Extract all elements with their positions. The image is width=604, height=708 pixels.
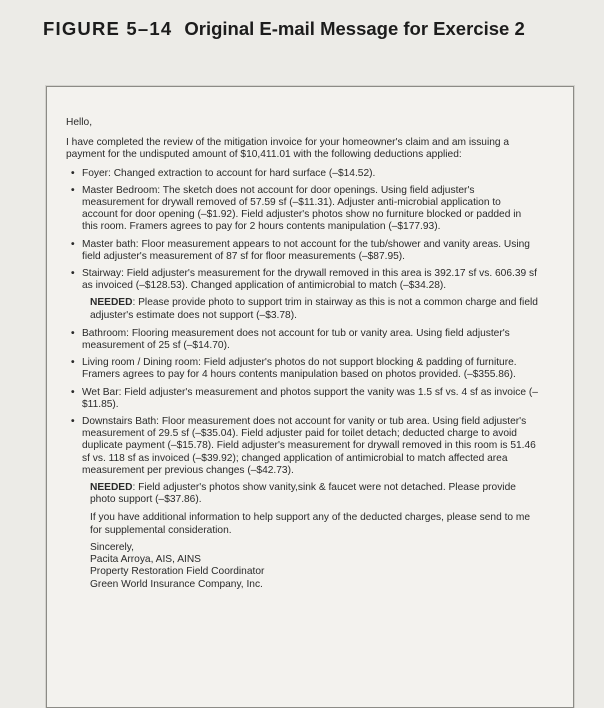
bullet-icon: • — [71, 327, 75, 339]
needed-note-downstairs-bath — [66, 482, 538, 506]
needed-text: : Please provide photo to support trim in stairway as this is not a common charge and field adjuster's estimate does not support (–$3.78). — [90, 297, 538, 321]
bullet-icon: • — [71, 238, 75, 250]
needed-label: NEEDED — [90, 297, 133, 309]
sender-title: Property Restoration Field Coordinator — [90, 566, 265, 578]
deduction-item-master-bath: • Master bath: Floor measurement appears to not account for the tub/shower and vanity areas. Using field adjuster's measurement of 87 sf for floor measurements (–$87.95). — [71, 238, 530, 262]
bullet-icon: • — [71, 357, 75, 369]
deduction-item-living-dining: • Living room / Dining room: Field adjuster's photos do not support blocking & padding of furniture. Framers agrees to pay for 4 hours contents manipulation based on photos provided. (–$355.86). — [71, 357, 517, 381]
deduction-item-downstairs-bath: • Downstairs Bath: Floor measurement does not account for vanity or tub area. Using field adjuster's measurement of 29.5 sf (–$35.04). Field adjuster paid for toilet detach; deducted charge to avoid duplicate payment (–$15.78). Field adjuster's measurement for drywall removed in this room is 51.46 sf vs. 118 sf as invoiced (–$39.92); changed application of antimicrobial to match affected area measurement per previous changes (–$42.73). — [71, 416, 536, 476]
email-body — [66, 117, 538, 591]
sender-company: Green World Insurance Company, Inc. — [90, 578, 263, 590]
bullet-icon: • — [71, 184, 75, 196]
bullet-icon: • — [71, 167, 75, 179]
deduction-item-stairway: • Stairway: Field adjuster's measurement for the drywall removed in this area is 392.17 sf vs. 606.39 sf as invoiced (–$128.53). Changed application of antimicrobial to match (–$34.28). — [71, 268, 537, 292]
bullet-icon: • — [71, 268, 75, 280]
needed-label: NEEDED — [90, 482, 133, 494]
needed-note-stairway — [66, 297, 538, 321]
needed-text: : Field adjuster's photos show vanity,sink & faucet were not detached. Please provide photo support (–$37.86). — [90, 482, 516, 506]
email-greeting: Hello, — [66, 117, 93, 128]
deduction-list — [66, 168, 538, 293]
deduction-item-master-bedroom: • Master Bedroom: The sketch does not account for door openings. Using field adjuster's measurement for drywall removed of 57.59 sf (–$11.31). Adjuster anti-microbial application to account for door opening (–$1.92). Field adjuster's photos show no furniture blocked or padded in this room. Framers agrees to pay for 2 hours contents manipulation (–$177.93). — [71, 184, 522, 233]
deduction-item-foyer: • Foyer: Changed extraction to account for hard surface (–$14.52). — [71, 167, 376, 179]
sender-name: Pacita Arroya, AIS, AINS — [90, 554, 201, 566]
email-closing: If you have additional information to help support any of the deducted charges, please send to me for supplemental consideration. — [90, 512, 531, 536]
email-signoff: Sincerely, — [90, 541, 134, 553]
figure-label: FIGURE 5–14 — [43, 18, 173, 39]
figure-title — [43, 18, 525, 40]
figure-caption: Original E-mail Message for Exercise 2 — [184, 18, 525, 39]
deduction-item-bathroom: • Bathroom: Flooring measurement does not account for tub or vanity area. Using field adjuster's measurement of 25 sf (–$14.70). — [71, 327, 510, 352]
deduction-item-wet-bar: • Wet Bar: Field adjuster's measurement and photos support the vanity was 1.5 sf vs. 4 sf as invoice (–$11.85). — [71, 386, 538, 410]
bullet-icon: • — [71, 416, 75, 428]
bullet-icon: • — [71, 386, 75, 398]
email-intro: I have completed the review of the mitigation invoice for your homeowner's claim and am issuing a payment for the undisputed amount of $10,411.01 with the following deductions applied: — [66, 137, 510, 161]
deduction-list-2 — [66, 328, 538, 477]
